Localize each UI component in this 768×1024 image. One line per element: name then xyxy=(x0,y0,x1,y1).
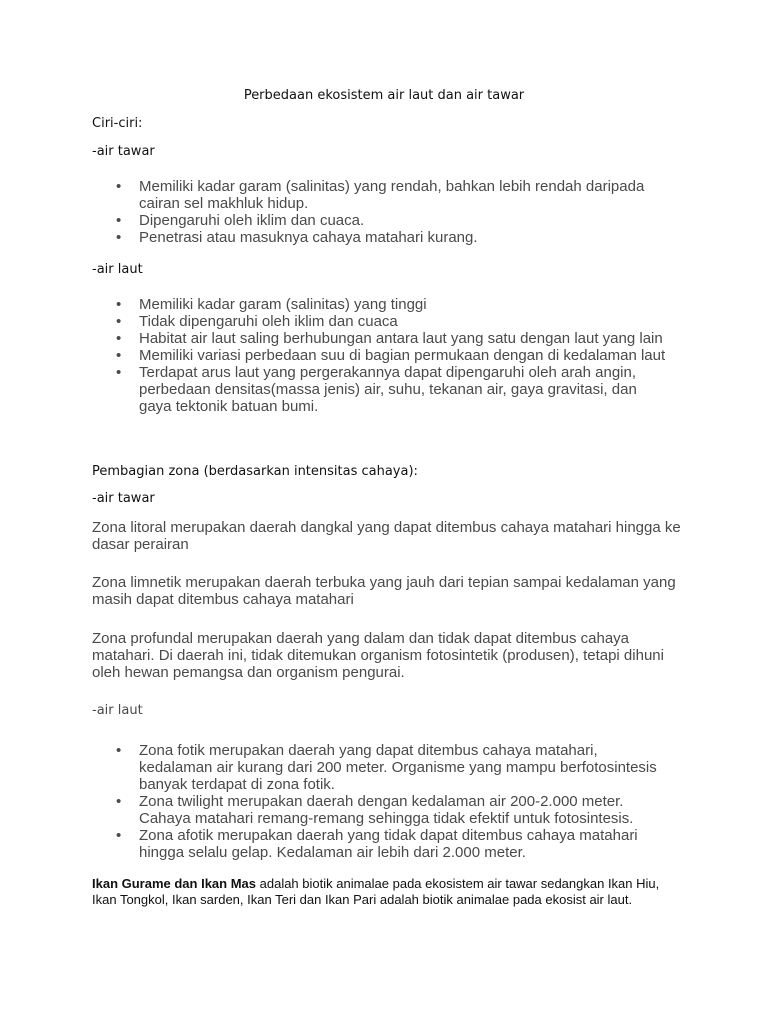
list-item-text: Terdapat arus laut yang pergerakannya dapat dipengaruhi oleh arah angin, perbedaan densitas(massa jenis) air, suhu, tekanan air, gaya gravitasi, dan gaya tektonik batuan bumi. xyxy=(139,364,637,415)
list-item-text: Zona afotik merupakan daerah yang tidak dapat ditembus cahaya matahari hingga selalu gelap. Kedalaman air lebih dari 2.000 meter. xyxy=(139,827,638,861)
bullet-icon: • xyxy=(116,347,122,364)
list-item-text: Dipengaruhi oleh iklim dan cuaca. xyxy=(139,212,365,229)
bullet-icon: • xyxy=(116,212,122,229)
ciri-heading: Ciri-ciri: xyxy=(92,116,143,131)
list-item xyxy=(92,827,672,861)
list-item xyxy=(92,178,672,212)
zona-tawar-label: -air tawar xyxy=(92,491,155,506)
bullet-icon: • xyxy=(116,313,122,330)
bullet-icon: • xyxy=(116,827,122,844)
zona-laut-list xyxy=(92,742,672,861)
zona-litoral-paragraph: Zona litoral merupakan daerah dangkal yang dapat ditembus cahaya matahari hingga ke dasar perairan xyxy=(92,519,681,553)
list-item xyxy=(92,364,672,415)
closing-paragraph xyxy=(92,876,672,908)
laut-label: -air laut xyxy=(92,262,143,277)
list-item-text: Zona twilight merupakan daerah dengan kedalaman air 200-2.000 meter. Cahaya matahari remang-remang sehingga tidak efektif untuk fotosintesis. xyxy=(139,793,634,827)
list-item-text: Memiliki kadar garam (salinitas) yang tinggi xyxy=(139,296,427,313)
tawar-label: -air tawar xyxy=(92,144,155,159)
document-title: Perbedaan ekosistem air laut dan air tawar xyxy=(243,88,525,103)
list-item-text: Memiliki kadar garam (salinitas) yang rendah, bahkan lebih rendah daripada cairan sel makhluk hidup. xyxy=(139,178,645,212)
list-item-text: Habitat air laut saling berhubungan antara laut yang satu dengan laut yang lain xyxy=(139,330,663,347)
list-item xyxy=(92,212,672,229)
bullet-icon: • xyxy=(116,296,122,313)
list-item xyxy=(92,296,672,313)
zona-profundal-paragraph: Zona profundal merupakan daerah yang dalam dan tidak dapat ditembus cahaya matahari. Di daerah ini, tidak ditemukan organism fotosintetik (produsen), tetapi dihuni oleh hewan pemangsa dan organism pengurai. xyxy=(92,630,664,681)
list-item-text: Zona fotik merupakan daerah yang dapat ditembus cahaya matahari, kedalaman air kurang dari 200 meter. Organisme yang mampu berfotosintesis banyak terdapat di zona fotik. xyxy=(139,742,657,793)
bullet-icon: • xyxy=(116,178,122,195)
closing-bold-text: Ikan Gurame dan Ikan Mas xyxy=(92,876,257,891)
list-item xyxy=(92,229,672,246)
closing-text: adalah biotik animalae pada ekosistem air tawar sedangkan Ikan Hiu, Ikan Tongkol, Ikan sarden, Ikan Teri dan Ikan Pari adalah biotik animalae pada ekosist air laut. xyxy=(92,876,660,907)
list-item xyxy=(92,313,672,330)
zona-limnetik-paragraph: Zona limnetik merupakan daerah terbuka yang jauh dari tepian sampai kedalaman yang masih dapat ditembus cahaya matahari xyxy=(92,574,676,608)
laut-list xyxy=(92,296,672,415)
bullet-icon: • xyxy=(116,330,122,347)
zona-heading: Pembagian zona (berdasarkan intensitas cahaya): xyxy=(92,464,418,479)
list-item-text: Tidak dipengaruhi oleh iklim dan cuaca xyxy=(139,313,398,330)
bullet-icon: • xyxy=(116,229,122,246)
zona-laut-label: -air laut xyxy=(92,703,143,718)
list-item-text: Penetrasi atau masuknya cahaya matahari kurang. xyxy=(139,229,478,246)
list-item xyxy=(92,347,672,364)
list-item xyxy=(92,330,672,347)
bullet-icon: • xyxy=(116,364,122,381)
list-item xyxy=(92,793,672,827)
bullet-icon: • xyxy=(116,742,122,759)
list-item xyxy=(92,742,672,793)
bullet-icon: • xyxy=(116,793,122,810)
tawar-list xyxy=(92,178,672,246)
list-item-text: Memiliki variasi perbedaan suu di bagian permukaan dengan di kedalaman laut xyxy=(139,347,666,364)
